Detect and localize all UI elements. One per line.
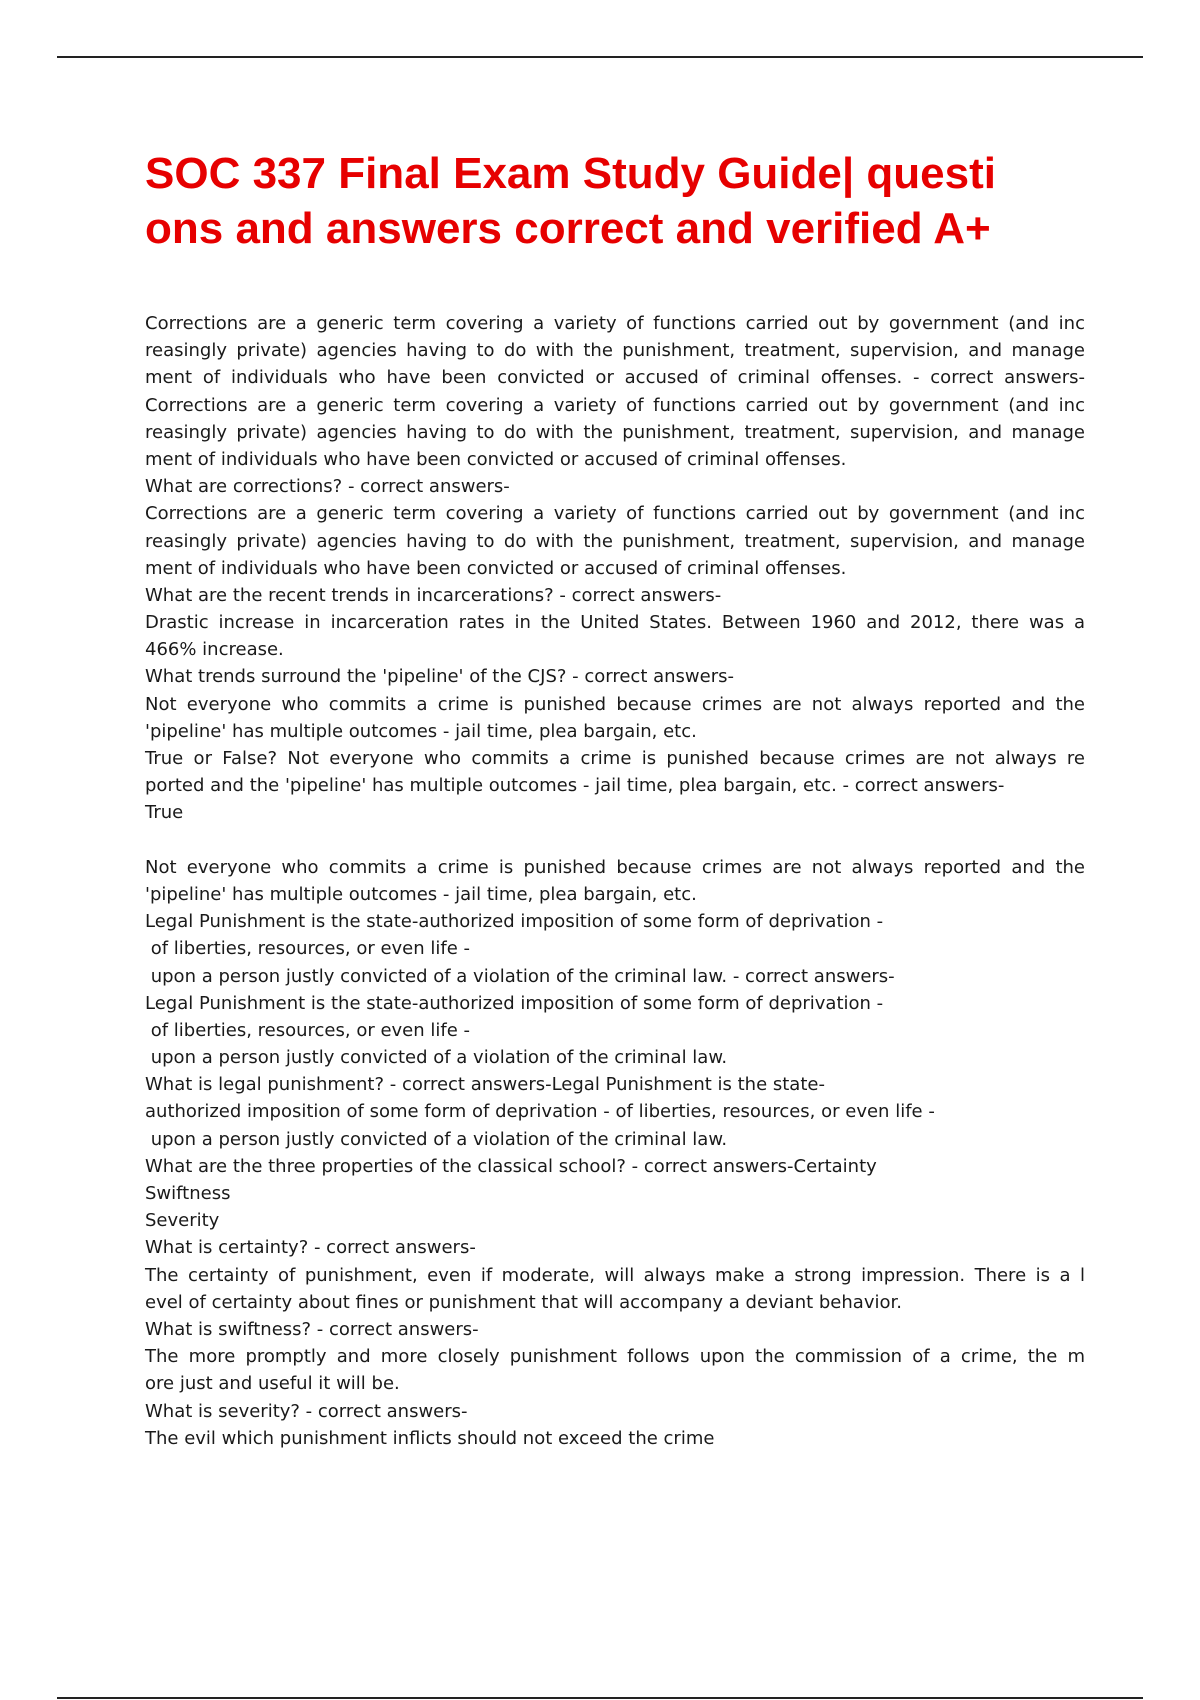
- text-line: 466% increase.: [145, 639, 284, 661]
- text-line: ported and the 'pipeline' has multiple outcomes - jail time, plea bargain, etc. - correct answers-: [145, 775, 1005, 797]
- text-line: True or False? Not everyone who commits a crime is punished because crimes are not always re: [145, 748, 1085, 769]
- text-line: What are corrections? - correct answers-: [145, 476, 510, 498]
- blank-line: [145, 827, 1085, 854]
- document-body: [145, 310, 1085, 1452]
- text-line: reasingly private) agencies having to do with the punishment, treatment, supervision, and manage: [145, 530, 1085, 552]
- text-line: upon a person justly convicted of a violation of the criminal law.: [145, 1047, 728, 1069]
- text-line: ment of individuals who have been convicted or accused of criminal offenses. - correct answers-: [145, 367, 1085, 389]
- title-line-2: ons and answers correct and verified A+: [145, 204, 991, 253]
- text-line: Legal Punishment is the state-authorized imposition of some form of deprivation -: [145, 911, 884, 933]
- text-line: True: [145, 802, 184, 824]
- title-line-1: SOC 337 Final Exam Study Guide| questi: [145, 149, 996, 198]
- text-line: Severity: [145, 1210, 220, 1232]
- text-line: The certainty of punishment, even if moderate, will always make a strong impression. There is a l: [145, 1264, 1085, 1286]
- text-line: What is certainty? - correct answers-: [145, 1237, 476, 1259]
- bottom-rule: [57, 1697, 1143, 1699]
- text-line: Corrections are a generic term covering a variety of functions carried out by government (and inc: [145, 313, 1085, 334]
- text-line: What is swiftness? - correct answers-: [145, 1318, 479, 1340]
- text-line: The more promptly and more closely punishment follows upon the commission of a crime, the m: [145, 1346, 1085, 1368]
- text-line: ment of individuals who have been convicted or accused of criminal offenses.: [145, 448, 847, 470]
- text-line: Corrections are a generic term covering a variety of functions carried out by government (and inc: [145, 503, 1085, 525]
- text-line: upon a person justly convicted of a violation of the criminal law.: [145, 1128, 728, 1150]
- text-line: 'pipeline' has multiple outcomes - jail time, plea bargain, etc.: [145, 883, 697, 905]
- text-line: Not everyone who commits a crime is punished because crimes are not always reported and the: [145, 693, 1085, 715]
- text-line: What trends surround the 'pipeline' of the CJS? - correct answers-: [145, 666, 734, 688]
- text-line: of liberties, resources, or even life -: [145, 1019, 471, 1041]
- text-line: Not everyone who commits a crime is punished because crimes are not always reported and the: [145, 856, 1085, 878]
- text-line: reasingly private) agencies having to do with the punishment, treatment, supervision, and manage: [145, 340, 1085, 362]
- text-line: of liberties, resources, or even life -: [145, 938, 471, 960]
- text-line: Corrections are a generic term covering a variety of functions carried out by government (and inc: [145, 394, 1085, 416]
- text-line: What is severity? - correct answers-: [145, 1400, 468, 1422]
- text-line: ment of individuals who have been convicted or accused of criminal offenses.: [145, 557, 847, 579]
- text-line: The evil which punishment inflicts should not exceed the crime: [145, 1427, 715, 1449]
- text-line: 'pipeline' has multiple outcomes - jail time, plea bargain, etc.: [145, 720, 697, 742]
- text-line: upon a person justly convicted of a violation of the criminal law. - correct answers-: [145, 965, 895, 987]
- top-rule: [57, 56, 1143, 58]
- text-line: What are the three properties of the classical school? - correct answers-Certainty: [145, 1155, 877, 1177]
- text-line: What is legal punishment? - correct answers-Legal Punishment is the state-: [145, 1074, 825, 1096]
- text-line: Swiftness: [145, 1183, 231, 1204]
- text-line: ore just and useful it will be.: [145, 1373, 400, 1395]
- text-line: Drastic increase in incarceration rates in the United States. Between 1960 and 2012, there was a: [145, 612, 1085, 634]
- text-line: reasingly private) agencies having to do with the punishment, treatment, supervision, and manage: [145, 421, 1085, 443]
- text-line: What are the recent trends in incarcerations? - correct answers-: [145, 584, 722, 606]
- document-title: [145, 146, 1085, 256]
- text-line: Legal Punishment is the state-authorized imposition of some form of deprivation -: [145, 992, 884, 1014]
- text-line: authorized imposition of some form of deprivation - of liberties, resources, or even life -: [145, 1101, 935, 1123]
- text-line: evel of certainty about fines or punishment that will accompany a deviant behavior.: [145, 1291, 902, 1313]
